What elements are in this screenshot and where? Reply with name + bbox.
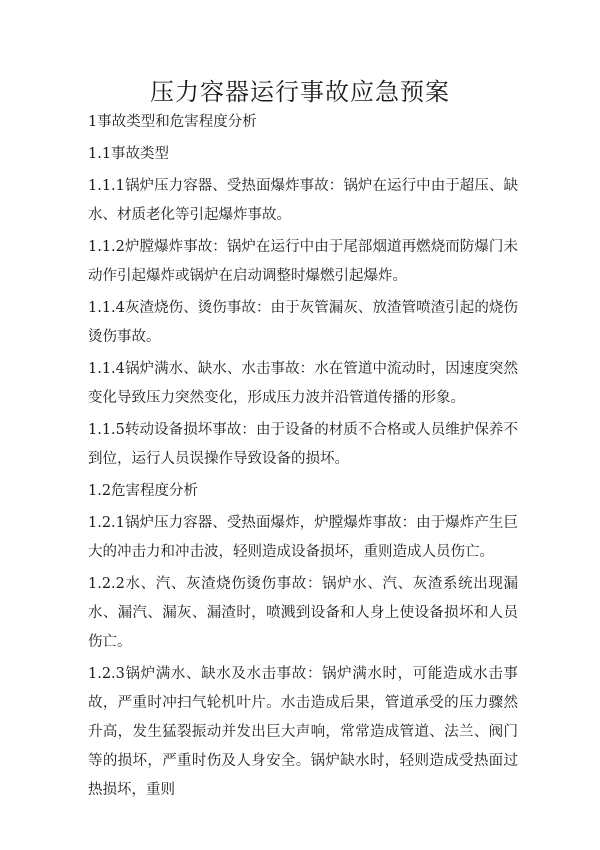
body-paragraph: 1.1.4灰渣烧伤、烫伤事故：由于灰管漏灰、放渣管喷渣引起的烧伤烫伤事故。 [88, 300, 518, 345]
body-paragraph: 1.1.4锅炉满水、缺水、水击事故：水在管道中流动时，因速度突然变化导致压力突然变化，形成压力波并沿管道传播的形象。 [88, 361, 518, 406]
section-heading: 1.1事故类型 [88, 146, 170, 162]
body-paragraph: 1.1.5转动设备损坏事故：由于设备的材质不合格或人员维护保养不到位，运行人员误操作导致设备的损坏。 [88, 422, 518, 467]
body-paragraph: 1.2.3锅炉满水、缺水及水击事故：锅炉满水时，可能造成水击事故，严重时冲扫气轮机叶片。水击造成后果，管道承受的压力骤然升高，发生猛裂振动并发出巨大声响，常常造成管道、法兰、阀门等的损坏，严重时伤及人身安全。锅炉缺水时，轻则造成受热面过热损坏，重则 [88, 666, 518, 798]
document-body [88, 108, 518, 808]
body-paragraph: 1.2.1锅炉压力容器、受热面爆炸，炉膛爆炸事故：由于爆炸产生巨大的冲击力和冲击波，轻则造成设备损坏，重则造成人员伤亡。 [88, 515, 518, 560]
section-heading: 1.2危害程度分析 [88, 483, 199, 499]
document-title: 压力容器运行事故应急预案 [150, 78, 450, 106]
body-paragraph: 1.2.2水、汽、灰渣烧伤烫伤事故：锅炉水、汽、灰渣系统出现漏水、漏汽、漏灰、漏渣时，喷溅到设备和人身上使设备损坏和人员伤亡。 [88, 576, 518, 650]
body-paragraph: 1.1.2炉膛爆炸事故：锅炉在运行中由于尾部烟道再燃烧而防爆门未动作引起爆炸或锅炉在启动调整时爆燃引起爆炸。 [88, 239, 518, 284]
section-heading: 1事故类型和危害程度分析 [88, 114, 257, 130]
body-paragraph: 1.1.1锅炉压力容器、受热面爆炸事故：锅炉在运行中由于超压、缺水、材质老化等引起爆炸事故。 [88, 178, 518, 223]
